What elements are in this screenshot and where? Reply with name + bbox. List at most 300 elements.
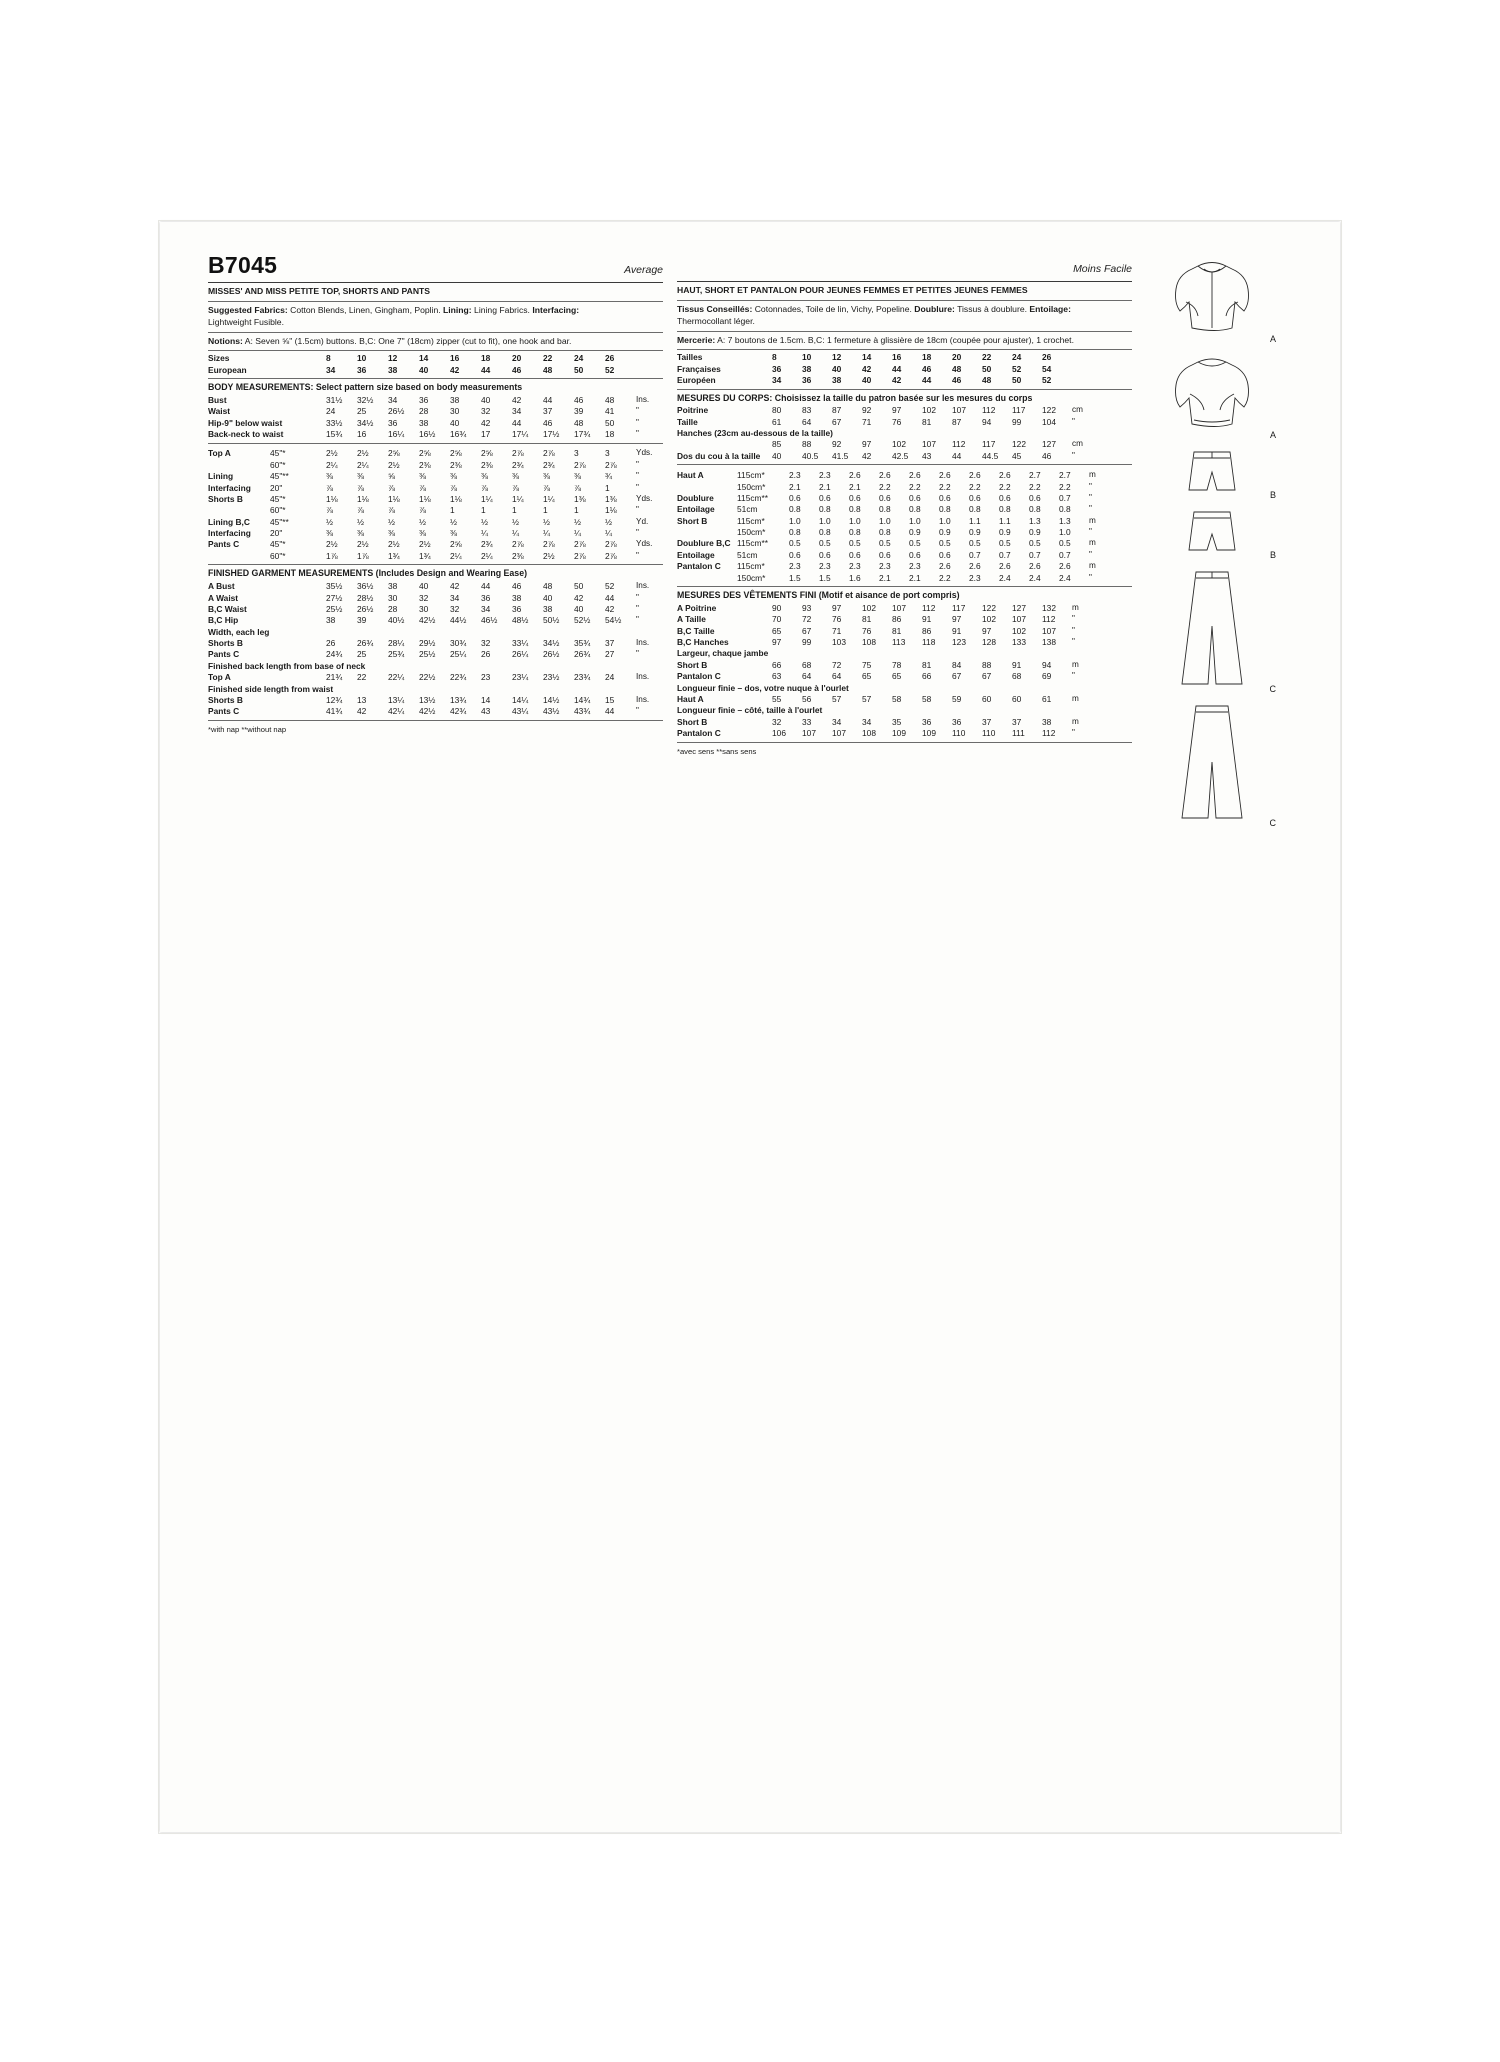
cell: 0.9 xyxy=(999,527,1011,537)
cell: 70 xyxy=(772,614,782,625)
cell: 2.6 xyxy=(999,561,1011,572)
lining-text-fr: Tissus à doublure. xyxy=(957,303,1027,314)
cell: ⅞ xyxy=(357,505,364,516)
cell: 76 xyxy=(862,625,872,636)
cell: 2⅞ xyxy=(512,448,524,459)
cell: 0.5 xyxy=(789,538,801,549)
cell: 2.6 xyxy=(999,470,1011,481)
unit-cell: " xyxy=(1089,572,1092,582)
cell: 1 xyxy=(512,505,517,516)
cell: ¼ xyxy=(481,528,488,538)
table-row xyxy=(677,504,1132,515)
fabric-width: 150cm* xyxy=(737,527,766,537)
cell: 2.6 xyxy=(879,470,891,481)
size-cell: 38 xyxy=(832,374,842,385)
footnote-fr: *avec sens **sans sens xyxy=(677,746,757,756)
cell: 39 xyxy=(357,615,367,626)
cell: 2.1 xyxy=(789,481,801,492)
cell: 46½ xyxy=(481,615,498,626)
cell: 34½ xyxy=(543,638,560,648)
cell: 0.8 xyxy=(879,504,891,515)
cell: 0.9 xyxy=(909,527,921,537)
row-label: Shorts B xyxy=(208,493,243,504)
table-row xyxy=(677,492,1132,503)
table-row xyxy=(208,671,663,682)
row-label: Pants C xyxy=(208,706,240,717)
cell: ⅞ xyxy=(357,482,364,493)
table-row xyxy=(677,469,1132,480)
cell: 24 xyxy=(326,406,336,417)
row-label: Width, each leg xyxy=(208,626,270,637)
cell: ⅜ xyxy=(357,528,364,538)
cell: 2⅝ xyxy=(481,448,493,459)
section-subtitle: Longueur finie – côté, taille à l'ourlet xyxy=(677,705,823,716)
size-cell: 8 xyxy=(326,353,331,364)
eu-sizes-label: Européen xyxy=(677,374,716,385)
cell: 88 xyxy=(982,659,992,670)
cell: 35¾ xyxy=(574,638,591,648)
cell: 0.7 xyxy=(999,549,1011,560)
cell: 91 xyxy=(952,625,962,636)
cell: 50½ xyxy=(543,615,560,626)
cell: 2.3 xyxy=(879,561,891,572)
table-row xyxy=(208,637,663,648)
cell: 0.6 xyxy=(969,492,981,503)
cell: 23¾ xyxy=(574,672,591,683)
row-label: Pantalon C xyxy=(677,561,721,572)
cell: 1⅞ xyxy=(357,550,369,561)
view-label: A xyxy=(1269,334,1276,344)
size-cell: 46 xyxy=(952,374,962,385)
fabric-width: 45"* xyxy=(270,539,286,550)
sizes-table-en xyxy=(208,351,663,375)
cell: 40 xyxy=(450,417,460,428)
footnote-en: *with nap **without nap xyxy=(208,724,287,734)
view-c-front xyxy=(1132,564,1292,694)
cell: ⅜ xyxy=(574,471,581,482)
cell: 102 xyxy=(922,405,936,416)
cell: 87 xyxy=(832,405,842,416)
size-cell: 26 xyxy=(605,353,615,364)
section-subtitle: Largeur, chaque jambe xyxy=(677,648,769,659)
cell: 0.6 xyxy=(939,549,951,560)
unit-cell: cm xyxy=(1072,405,1083,415)
cell: 0.7 xyxy=(1059,549,1071,560)
sizes-label-fr: Tailles xyxy=(677,352,703,363)
garment-title-fr: HAUT, SHORT ET PANTALON POUR JEUNES FEMMES ET PETITES JEUNES FEMMES xyxy=(677,285,1028,295)
cell: 2⅞ xyxy=(574,539,586,550)
cell: 68 xyxy=(802,659,812,670)
cell: 67 xyxy=(832,416,842,427)
cell: ¾ xyxy=(605,471,612,482)
cell: 26½ xyxy=(357,603,374,614)
cell: 0.6 xyxy=(879,492,891,503)
cell: 1.0 xyxy=(789,515,801,526)
cell: 90 xyxy=(772,602,782,613)
cell: 1.0 xyxy=(849,515,861,526)
cell: 26½ xyxy=(543,649,560,660)
cell: 41¾ xyxy=(326,706,343,717)
cell: 61 xyxy=(1042,693,1052,704)
size-cell: 44 xyxy=(892,363,902,374)
cell: 2⅜ xyxy=(419,459,431,470)
unit-cell xyxy=(1072,351,1132,362)
cell: 0.6 xyxy=(1029,492,1041,503)
cell: 81 xyxy=(892,625,902,636)
size-cell: 34 xyxy=(326,364,336,375)
size-cell: 50 xyxy=(982,363,992,374)
cell: 2⅝ xyxy=(450,448,462,459)
cell: 2⅞ xyxy=(543,448,555,459)
cell: 42 xyxy=(605,603,615,614)
cell: 14¼ xyxy=(512,694,529,705)
cell: 0.5 xyxy=(879,538,891,549)
cell: 107 xyxy=(952,405,966,416)
cell: 38 xyxy=(512,592,522,603)
cell: 26 xyxy=(326,638,336,648)
cell: 1⅛ xyxy=(357,493,369,504)
cell: 42 xyxy=(512,394,522,405)
size-cell: 8 xyxy=(772,352,777,363)
cell: 2.2 xyxy=(909,481,921,492)
row-label: Haut A xyxy=(677,693,704,704)
cell: 2.2 xyxy=(939,572,951,583)
cell: 65 xyxy=(772,625,782,636)
cell: ⅞ xyxy=(326,505,333,516)
cell: 97 xyxy=(982,625,992,636)
cell: ⅞ xyxy=(326,482,333,493)
view-label: C xyxy=(1269,818,1276,828)
unit-cell: Yds. xyxy=(636,539,653,549)
table-row xyxy=(677,670,1132,681)
cell: 42¼ xyxy=(388,706,405,717)
english-column xyxy=(208,252,663,832)
header-fr xyxy=(677,252,1132,278)
cell: 102 xyxy=(892,439,906,450)
cell: 112 xyxy=(952,439,966,450)
cell: 2¼ xyxy=(326,459,338,470)
cell: 2.3 xyxy=(849,561,861,572)
unit-cell: " xyxy=(1072,416,1075,426)
size-cell: 50 xyxy=(574,364,584,375)
cell: 99 xyxy=(1012,416,1022,427)
unit-cell xyxy=(1072,363,1132,374)
table-row xyxy=(677,625,1132,636)
cell: 1 xyxy=(574,505,579,516)
view-a-back xyxy=(1132,348,1292,440)
table-row xyxy=(208,470,663,481)
interfacing-label-fr: Entoilage: xyxy=(1029,303,1071,314)
cell: 44 xyxy=(512,417,522,428)
pattern-envelope-back xyxy=(160,222,1340,1832)
cell: 2⅞ xyxy=(605,539,617,550)
cell: 46 xyxy=(574,394,584,405)
row-label: B,C Taille xyxy=(677,625,715,636)
cell: 71 xyxy=(862,416,872,427)
cell: 40½ xyxy=(388,615,405,626)
cell: 26 xyxy=(481,649,491,660)
cell: 13¼ xyxy=(388,694,405,705)
unit-cell: " xyxy=(1089,504,1092,514)
cell: 2½ xyxy=(357,448,369,459)
table-row xyxy=(208,428,663,439)
table-row xyxy=(208,352,663,363)
cell: 15 xyxy=(605,694,615,705)
cell: 46 xyxy=(512,581,522,592)
unit-cell: " xyxy=(636,528,639,537)
unit-cell: " xyxy=(1089,527,1092,536)
cell: ¼ xyxy=(605,528,612,538)
cell: 0.6 xyxy=(789,549,801,560)
cell: 138 xyxy=(1042,637,1056,647)
cell: 112 xyxy=(1042,728,1056,738)
size-cell: 16 xyxy=(892,352,902,363)
table-row xyxy=(677,405,1132,416)
table-row xyxy=(208,539,663,550)
cell: 2¾ xyxy=(481,539,493,550)
table-row xyxy=(208,493,663,504)
cell: 34 xyxy=(450,592,460,603)
table-row xyxy=(208,448,663,459)
cell: 30 xyxy=(419,603,429,614)
cell: 14½ xyxy=(543,694,560,705)
row-label: Pants C xyxy=(208,649,240,660)
table-row xyxy=(208,406,663,417)
cell: 43 xyxy=(922,450,932,461)
cell: 2.6 xyxy=(939,470,951,481)
row-label: Interfacing xyxy=(208,528,251,538)
cell: 44 xyxy=(543,394,553,405)
cell: 107 xyxy=(892,602,906,613)
size-cell: 48 xyxy=(982,374,992,385)
cell: 107 xyxy=(832,728,846,738)
cell: 16¾ xyxy=(450,429,467,439)
row-label: Entoilage xyxy=(677,549,715,560)
cell: 65 xyxy=(892,671,902,682)
cell: 107 xyxy=(1012,614,1026,625)
row-label: Short B xyxy=(677,515,708,526)
cell: 37 xyxy=(605,638,615,648)
unit-cell: " xyxy=(1072,625,1075,635)
size-cell: 18 xyxy=(922,352,932,363)
unit-cell: m xyxy=(1072,659,1079,669)
size-cell: 26 xyxy=(1042,352,1052,363)
cell: 97 xyxy=(862,439,872,450)
cell: 2¾ xyxy=(543,459,555,470)
cell: ⅜ xyxy=(481,471,488,482)
cell: 87 xyxy=(952,416,962,427)
unit-cell: Yds. xyxy=(636,448,653,458)
cell: 2½ xyxy=(419,539,431,550)
cell: 2.3 xyxy=(789,561,801,572)
cell: 2.6 xyxy=(969,470,981,481)
section-subtitle: Hanches (23cm au-dessous de la taille) xyxy=(677,428,833,438)
size-cell: 44 xyxy=(922,374,932,385)
cell: 0.9 xyxy=(939,527,951,537)
cell: 63 xyxy=(772,671,782,682)
table-row xyxy=(677,648,1132,659)
cell: 2.4 xyxy=(1029,572,1041,583)
cell: 25¾ xyxy=(388,649,405,660)
cell: 102 xyxy=(862,602,876,613)
cell: 2.6 xyxy=(1029,561,1041,572)
cell: 22¾ xyxy=(450,672,467,683)
size-cell: 20 xyxy=(952,352,962,363)
cell: 18 xyxy=(605,429,615,439)
cell: 1.5 xyxy=(819,572,831,583)
fr-sizes-label: Françaises xyxy=(677,363,721,374)
table-row xyxy=(677,727,1132,738)
table-row xyxy=(677,549,1132,560)
table-row xyxy=(677,416,1132,427)
cell: 2⅞ xyxy=(605,550,617,561)
row-label: Shorts B xyxy=(208,694,243,705)
cell: 92 xyxy=(832,439,842,450)
divider xyxy=(677,464,1132,465)
cell: 32 xyxy=(450,603,460,614)
cell: 2¾ xyxy=(512,459,524,470)
cell: 36 xyxy=(388,417,398,428)
table-row xyxy=(677,602,1132,613)
cell: ⅜ xyxy=(326,471,333,482)
unit-cell: " xyxy=(636,603,639,613)
row-label: Lining xyxy=(208,471,234,482)
cell: 28 xyxy=(388,603,398,614)
cell: 97 xyxy=(832,602,842,613)
table-row xyxy=(677,374,1132,385)
cell: 86 xyxy=(892,614,902,625)
cell: 1⅞ xyxy=(326,550,338,561)
fabric-width: 45"** xyxy=(270,516,289,527)
cell: 27 xyxy=(605,649,615,660)
table-row xyxy=(677,560,1132,571)
title-en-block xyxy=(208,283,663,301)
cell: 2.4 xyxy=(1059,572,1071,583)
size-cell: 18 xyxy=(481,353,491,364)
cell: 102 xyxy=(1012,625,1026,636)
cell: 52½ xyxy=(574,615,591,626)
size-cell: 42 xyxy=(450,364,460,375)
cell: 64 xyxy=(802,671,812,682)
cell: 0.6 xyxy=(819,549,831,560)
cell: 1⅜ xyxy=(574,493,586,504)
cell: 85 xyxy=(772,439,782,450)
cell: 2.2 xyxy=(969,481,981,492)
cell: 104 xyxy=(1042,416,1056,427)
unit-cell: m xyxy=(1072,693,1079,703)
cell: 40 xyxy=(574,603,584,614)
cell: 103 xyxy=(832,637,846,647)
size-cell: 20 xyxy=(512,353,522,364)
cell: ⅞ xyxy=(512,482,519,493)
cell: ½ xyxy=(512,516,519,527)
table-row xyxy=(208,459,663,470)
cell: 35½ xyxy=(326,581,343,592)
view-c-back xyxy=(1132,698,1292,828)
row-label: Pants C xyxy=(208,539,240,550)
unit-cell: " xyxy=(636,615,639,625)
fabric-width: 45"** xyxy=(270,471,289,482)
cell: 0.7 xyxy=(969,549,981,560)
cell: 38 xyxy=(326,615,336,626)
cell: ½ xyxy=(605,516,612,527)
cell: 0.5 xyxy=(939,538,951,549)
unit-cell: m xyxy=(1089,538,1096,548)
table-row xyxy=(677,693,1132,704)
table-row xyxy=(677,682,1132,693)
cell: 84 xyxy=(952,659,962,670)
cell: 0.6 xyxy=(909,492,921,503)
fabric-width: 51cm xyxy=(737,549,758,560)
cell: 16½ xyxy=(419,429,436,439)
cell: 128 xyxy=(982,637,996,647)
cell: 13 xyxy=(357,694,367,705)
row-label: Shorts B xyxy=(208,638,243,648)
cell: 45 xyxy=(1012,450,1022,461)
unit-cell: " xyxy=(636,592,639,602)
table-row xyxy=(677,450,1132,461)
view-b-back xyxy=(1132,504,1292,560)
cell: 0.6 xyxy=(849,492,861,503)
cell: 44.5 xyxy=(982,450,999,461)
cell: 2.7 xyxy=(1059,470,1071,481)
unit-cell xyxy=(636,352,663,363)
cell: ⅜ xyxy=(326,528,333,538)
cell: 1⅛ xyxy=(450,493,462,504)
cell: 0.7 xyxy=(1029,549,1041,560)
row-label: Poitrine xyxy=(677,405,709,416)
size-cell: 40 xyxy=(862,374,872,385)
fabric-width: 60"* xyxy=(270,505,286,516)
cell: 0.6 xyxy=(909,549,921,560)
cell: 2.1 xyxy=(909,572,921,583)
cell: 21¾ xyxy=(326,672,343,683)
table-row xyxy=(208,482,663,493)
cell: 38 xyxy=(543,603,553,614)
cell: 17¾ xyxy=(574,429,591,439)
cell: ⅞ xyxy=(574,482,581,493)
cell: 2¼ xyxy=(481,550,493,561)
cell: 2.6 xyxy=(909,470,921,481)
table-row xyxy=(208,626,663,637)
cell: ⅜ xyxy=(450,471,457,482)
cell: ¼ xyxy=(574,528,581,538)
cell: 0.8 xyxy=(1029,504,1041,515)
unit-cell: m xyxy=(1089,561,1096,571)
cell: 80 xyxy=(772,405,782,416)
cell: 34 xyxy=(512,406,522,417)
cell: 22½ xyxy=(419,672,436,683)
cell: 113 xyxy=(892,637,906,647)
cell: 44 xyxy=(481,581,491,592)
size-cell: 48 xyxy=(952,363,962,374)
finished-measurements-title-en: FINISHED GARMENT MEASUREMENTS (Includes Design and Wearing Ease) xyxy=(208,568,528,579)
size-cell: 54 xyxy=(1042,363,1052,374)
cell: 1¾ xyxy=(388,550,400,561)
size-cell: 46 xyxy=(512,364,522,375)
cell: 1⅜ xyxy=(605,493,617,504)
size-cell: 24 xyxy=(1012,352,1022,363)
cell: 23½ xyxy=(543,672,560,683)
row-label: Pantalon C xyxy=(677,728,721,738)
unit-cell: cm xyxy=(1072,439,1083,449)
row-label: B,C Waist xyxy=(208,603,247,614)
interfacing-label-en: Interfacing: xyxy=(532,304,580,315)
cell: 0.5 xyxy=(819,538,831,549)
row-label xyxy=(208,550,270,561)
finished-measurements-table-fr xyxy=(677,602,1132,739)
cell: 2.3 xyxy=(969,572,981,583)
